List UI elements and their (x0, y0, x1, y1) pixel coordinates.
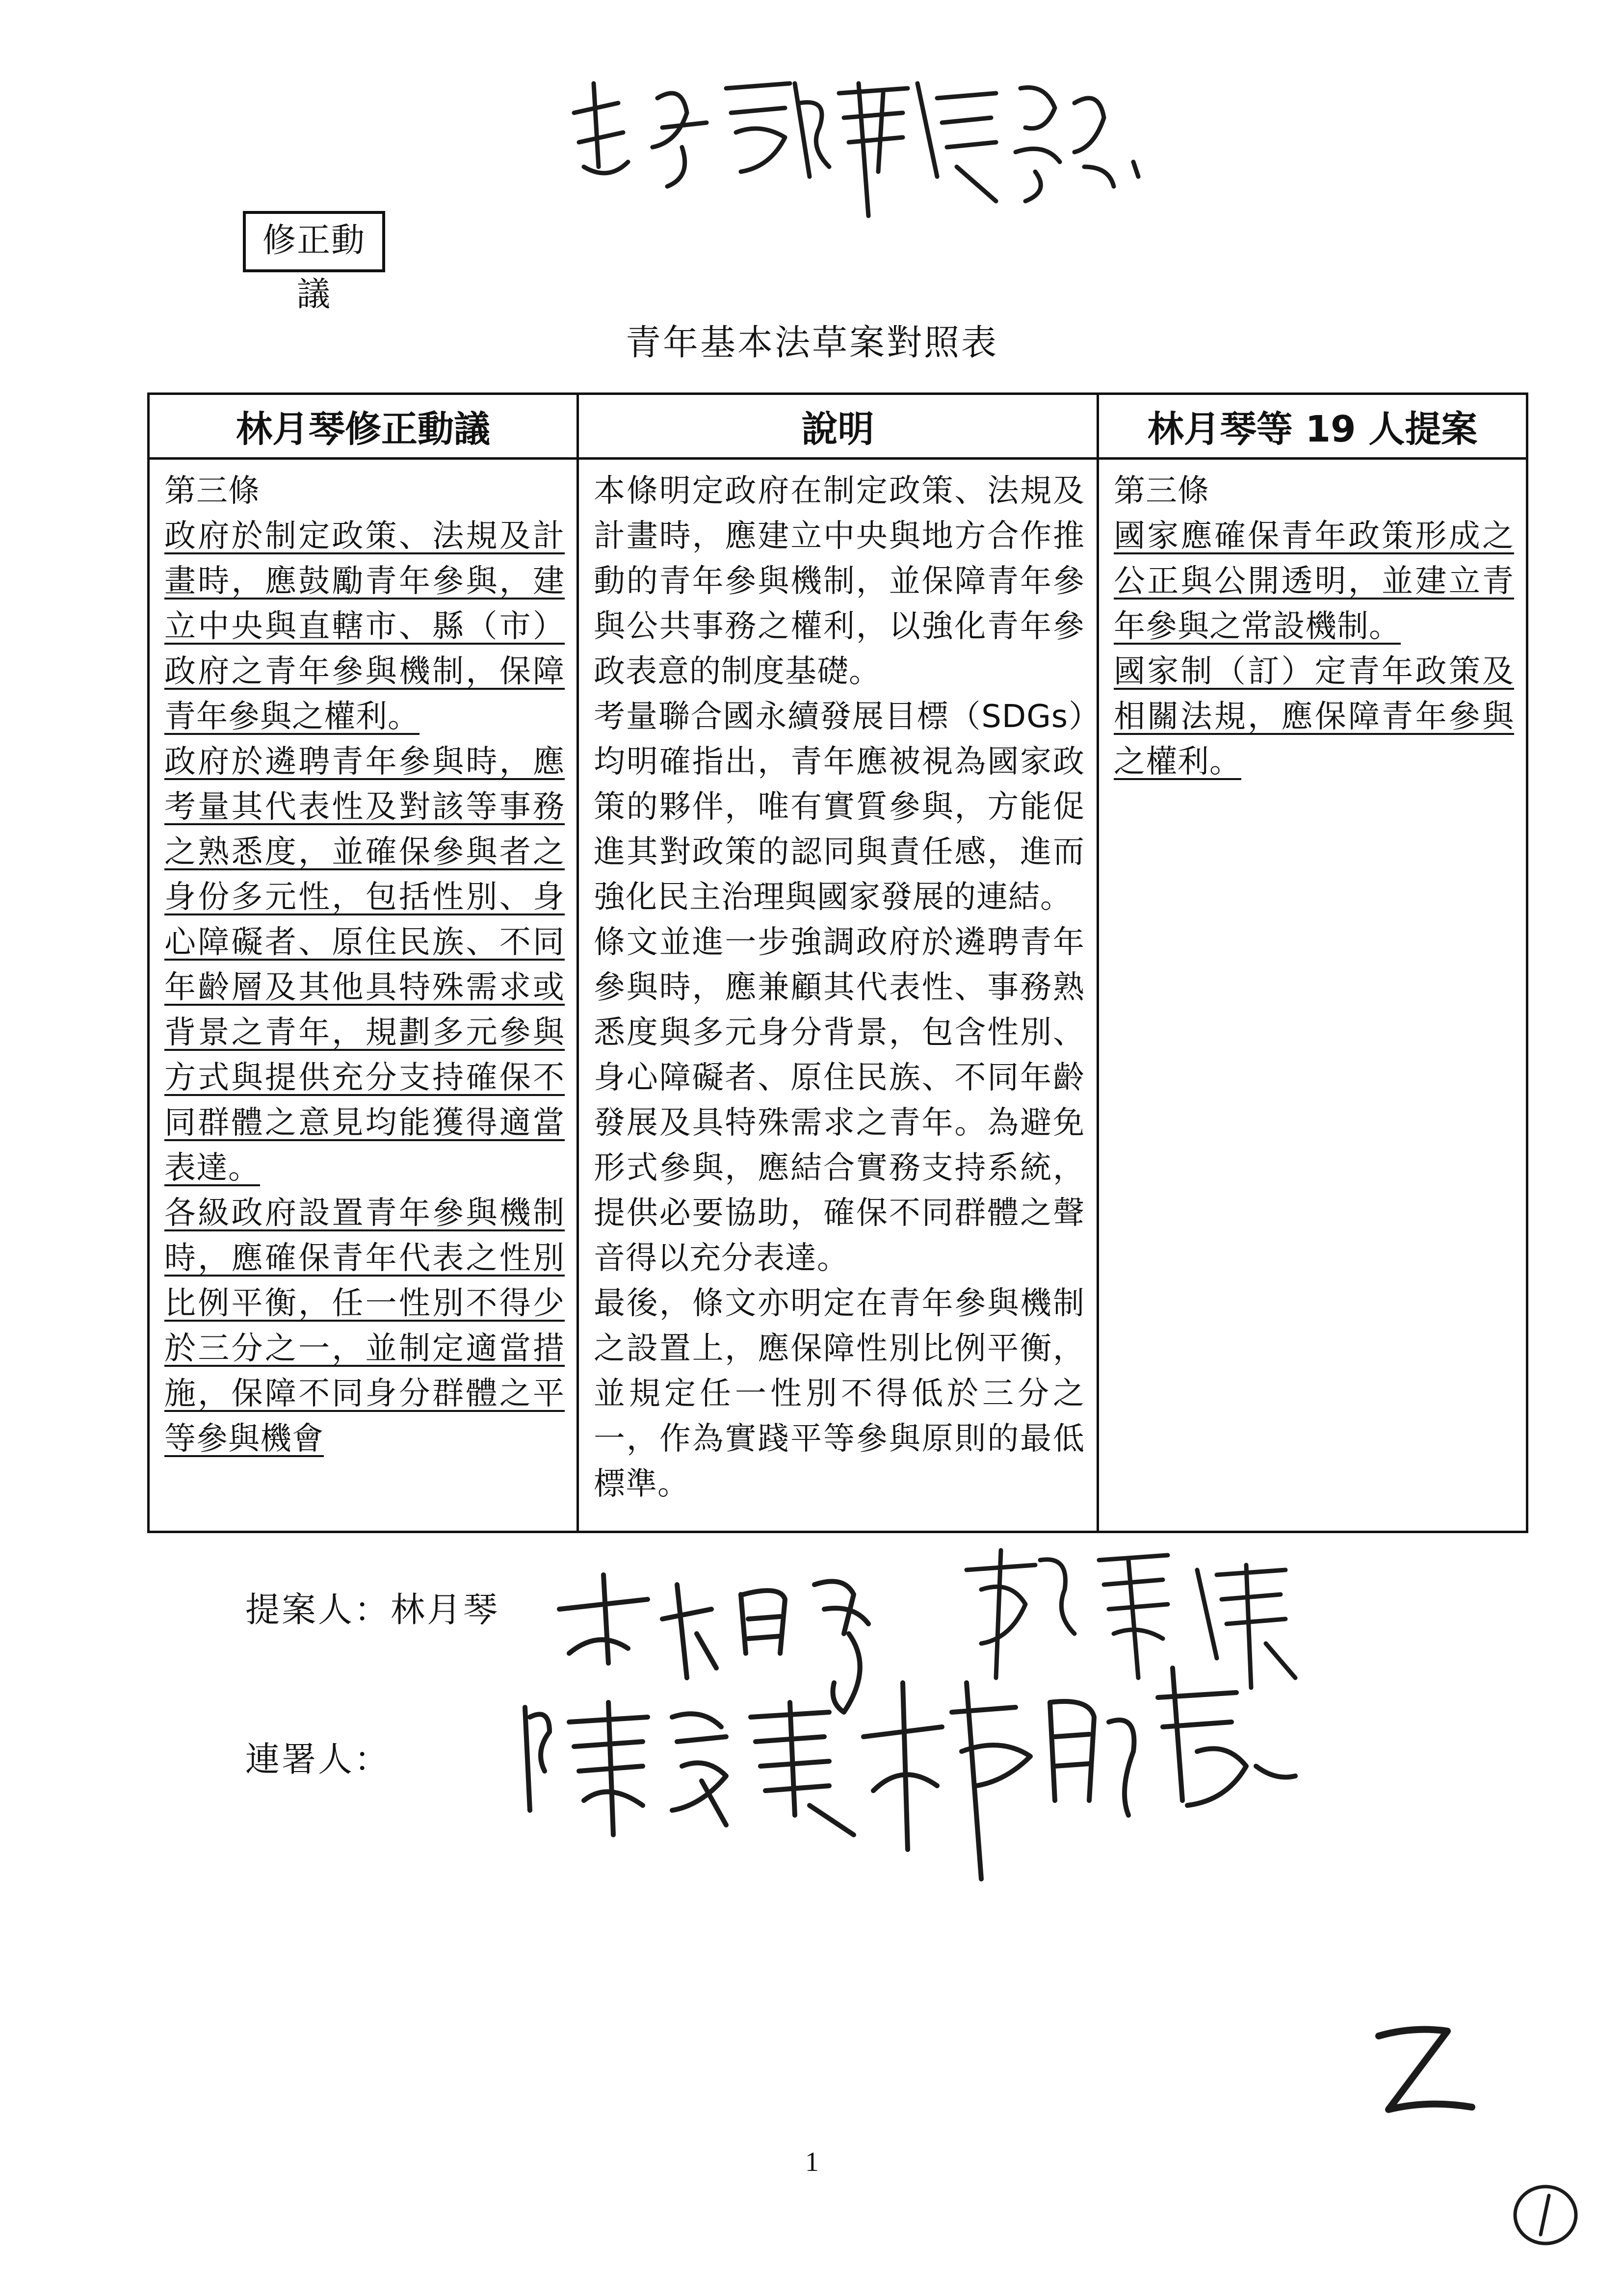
amendment-paragraph-3: 各級政府設置青年參與機制時，應確保青年代表之性別比例平衡，任一性別不得少於三分之一，並制定適當措施，保障不同身分群體之平等參與機會 (164, 1195, 565, 1457)
handwritten-header-note (564, 54, 1153, 216)
page-number: 1 (805, 2147, 819, 2177)
header-original: 林月琴等 19 人提案 (1098, 394, 1527, 459)
explanation-cell (578, 459, 1098, 1532)
explanation-paragraph-4: 最後，條文亦明定在青年參與機制之設置上，應保障性別比例平衡，並規定任一性別不得低於三分之一，作為實踐平等參與原則的最低標準。 (594, 1285, 1085, 1502)
explanation-paragraph-3: 條文並進一步強調政府於遴聘青年參與時，應兼顧其代表性、事務熟悉度與多元身分背景，包含性別、身心障礙者、原住民族、不同年齡發展及具特殊需求之青年。為避免形式參與，應結合實務支持系統，提供必要協助，確保不同群體之聲音得以充分表達。 (594, 924, 1085, 1277)
original-cell (1098, 459, 1527, 1532)
explanation-paragraph-1: 本條明定政府在制定政策、法規及計畫時，應建立中央與地方合作推動的青年參與機制，並保障青年參與公共事務之權利，以強化青年參政表意的制度基礎。 (594, 473, 1085, 690)
amendment-article: 第三條 (164, 473, 260, 509)
document-title: 青年基本法草案對照表 (625, 322, 998, 363)
motion-label-box: 修正動議 (243, 211, 385, 272)
handwritten-mark-z (1364, 2016, 1482, 2124)
amendment-paragraph-2: 政府於遴聘青年參與時，應考量其代表性及對該等事務之熟悉度，並確保參與者之身份多元性，包括性別、身心障礙者、原住民族、不同年齡層及其他具特殊需求或背景之青年，規劃多元參與方式與提供充分支持確保不同群體之意見均能獲得適當表達。 (164, 744, 565, 1186)
original-paragraph-2: 國家制（訂）定青年政策及相關法規，應保障青年參與之權利。 (1114, 653, 1514, 780)
circled-number-mark (1509, 2181, 1582, 2249)
table-row (149, 459, 1527, 1532)
proposer-label: 提案人：林月琴 (245, 1590, 499, 1630)
amendment-paragraph-1: 政府於制定政策、法規及計畫時，應鼓勵青年參與，建立中央與直轄市、縣（市）政府之青年參與機制，保障青年參與之權利。 (164, 518, 565, 735)
cosigner-signature-1 (515, 1688, 868, 1845)
amendment-cell (149, 459, 578, 1532)
header-explanation: 說明 (578, 394, 1098, 459)
cosigner-label: 連署人： (245, 1739, 391, 1779)
comparison-table (147, 392, 1528, 1533)
original-paragraph-1: 國家應確保青年政策形成之公正與公開透明，並建立青年參與之常設機制。 (1114, 518, 1514, 645)
cosigner-signature-2 (854, 1653, 1325, 1889)
table-header-row (149, 394, 1527, 459)
header-amendment: 林月琴修正動議 (149, 394, 578, 459)
explanation-paragraph-2: 考量聯合國永續發展目標（SDGs）均明確指出，青年應被視為國家政策的夥伴，唯有實質參與，方能促進其對政策的認同與責任感，進而強化民主治理與國家發展的連結。 (594, 699, 1085, 915)
original-article: 第三條 (1114, 473, 1209, 509)
